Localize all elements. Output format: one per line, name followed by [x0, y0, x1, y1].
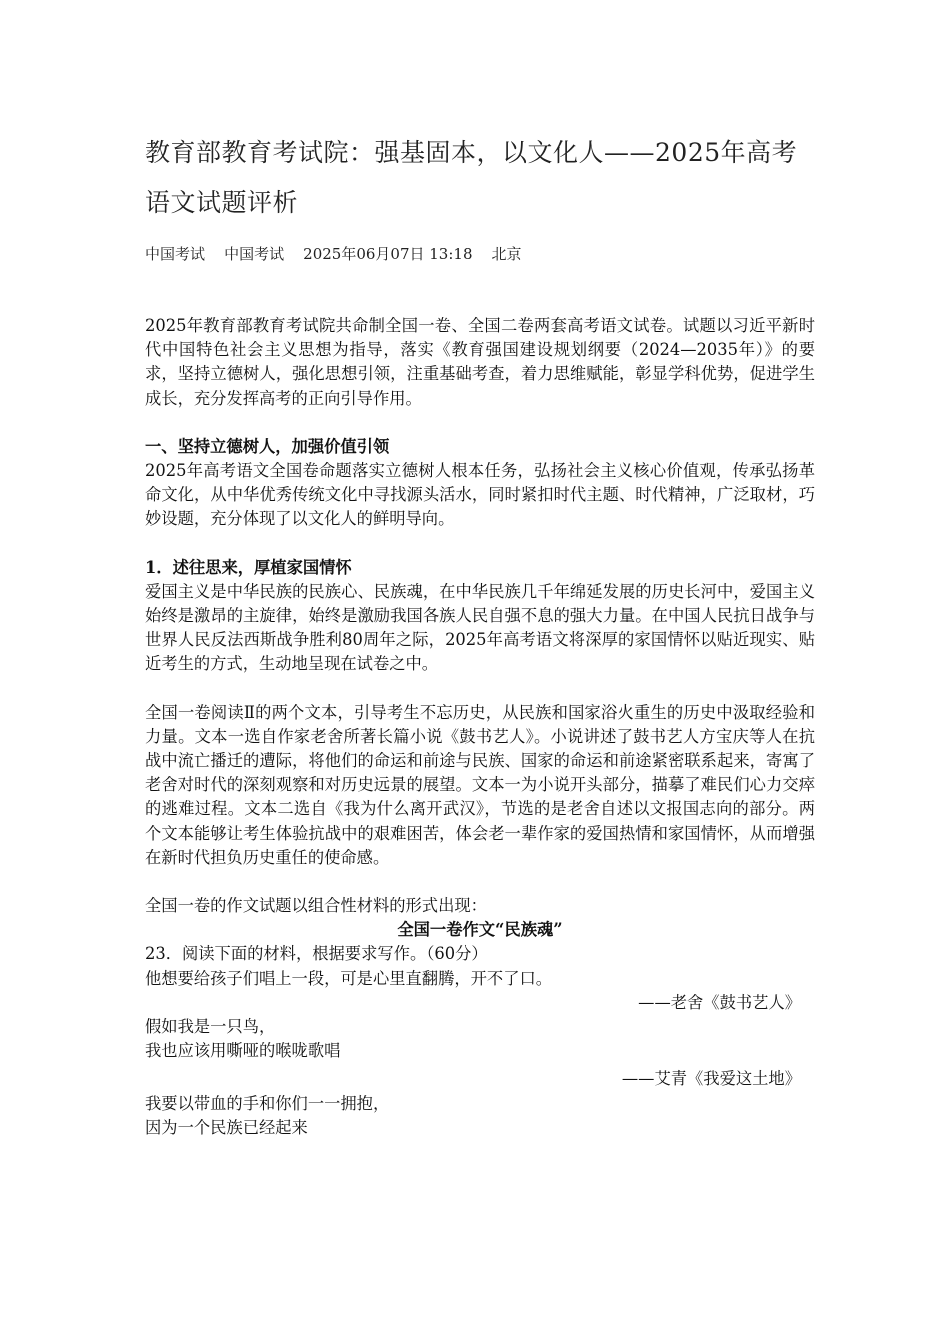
quote-line: 他想要给孩子们唱上一段，可是心里直翻腾，开不了口。	[145, 968, 553, 988]
quote-line: 我要以带血的手和你们一一拥抱，	[145, 1093, 390, 1113]
intro-paragraph: 2025年教育部教育考试院共命制全国一卷、全国二卷两套高考语文试卷。试题以习近平新时代中国特色社会主义思想为指导，落实《教育强国建设规划纲要（2024—2035年）》的要求，坚持立德树人，强化思想引领，注重基础考查，着力思维赋能，彰显学科优势，促进学生成长，充分发挥高考的正向引导作用。	[145, 316, 815, 408]
subsection-paragraph: 全国一卷阅读Ⅱ的两个文本，引导考生不忘历史，从民族和国家浴火重生的历史中汲取经验和力量。文本一选自作家老舍所著长篇小说《鼓书艺人》。小说讲述了鼓书艺人方宝庆等人在抗战中流亡播迁的遭际，将他们的命运和前途与民族、国家的命运和前途紧密联系起来，寄寓了老舍对时代的深刻观察和对历史远景的展望。文本一为小说开头部分，描摹了难民们心力交瘁的逃难过程。文本二选自《我为什么离开武汉》，节选的是老舍自述以文报国志向的部分。两个文本能够让考生体验抗战中的艰难困苦，体会老一辈作家的爱国热情和家国情怀，从而增强在新时代担负历史重任的使命感。	[145, 702, 815, 867]
essay-question: 23．阅读下面的材料，根据要求写作。（60分）	[145, 944, 488, 964]
article-title: 教育部教育考试院：强基固本，以文化人——2025年高考语文试题评析	[145, 138, 798, 217]
subsection-paragraph: 爱国主义是中华民族的民族心、民族魂，在中华民族几千年绵延发展的历史长河中，爱国主义始终是激昂的主旋律，始终是激励我国各族人民自强不息的强大力量。在中国人民抗日战争与世界人民反法西斯战争胜利80周年之际，2025年高考语文将深厚的家国情怀以贴近现实、贴近考生的方式，生动地呈现在试卷之中。	[145, 581, 815, 674]
spacer	[145, 870, 815, 894]
spacer	[145, 411, 815, 435]
quote-line: 假如我是一只鸟，	[145, 1017, 276, 1037]
subsection-heading: 1．述往思来，厚植家国情怀	[145, 557, 352, 577]
spacer	[145, 677, 815, 701]
document-page	[145, 128, 815, 1140]
spacer	[145, 532, 815, 556]
quote-line: 因为一个民族已经起来	[145, 1117, 308, 1137]
quote-line: 我也应该用嘶哑的喉咙歌唱	[145, 1041, 341, 1061]
quote-attribution: ——艾青《我爱这土地》	[621, 1069, 801, 1089]
essay-title: 全国一卷作文“民族魂”	[397, 920, 563, 940]
essay-intro: 全国一卷的作文试题以组合性材料的形式出现：	[145, 896, 487, 916]
section-paragraph: 2025年高考语文全国卷命题落实立德树人根本任务，弘扬社会主义核心价值观，传承弘扬革命文化，从中华优秀传统文化中寻找源头活水，同时紧扣时代主题、时代精神，广泛取材，巧妙设题，充分体现了以文化人的鲜明导向。	[145, 461, 815, 529]
article-meta: 中国考试 中国考试 2025年06月07日 13:18 北京	[145, 245, 522, 263]
quote-attribution: ——老舍《鼓书艺人》	[638, 992, 801, 1012]
section-heading: 一、坚持立德树人，加强价值引领	[145, 436, 390, 456]
